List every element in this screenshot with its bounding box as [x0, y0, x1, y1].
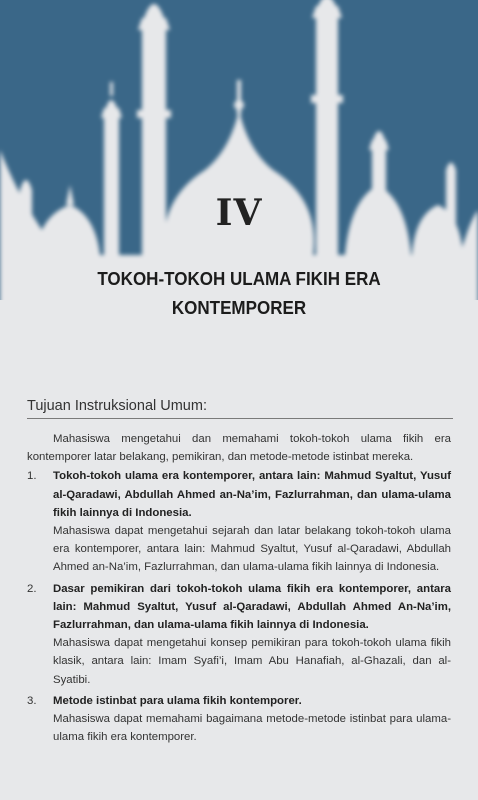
- mosque-silhouette-illustration: [0, 0, 478, 300]
- objective-item: [27, 467, 451, 576]
- objective-description: Mahasiswa dapat mengetahui sejarah dan latar belakang tokoh-tokoh ulama era kontemporer, antara lain: Mahmud Syaltut, Yusuf al-Qaradawi, Abdullah Ahmed an-Na’im, Fazlurrahman, dan ulama-ulama fikih lainnya di Indonesia.: [53, 525, 451, 574]
- objective-item: [27, 692, 451, 747]
- chapter-banner: [0, 0, 478, 300]
- objective-item: [27, 580, 451, 689]
- objectives-content: [27, 430, 451, 749]
- objective-title: Dasar pemikiran dari tokoh-tokoh ulama fikih era kontemporer, antara lain: Mahmud Syaltut, Yusuf al-Qaradawi, Abdullah Ahmed An-Na’im, Fazlurrahman, dan ulama-ulama fikih lainnya di Indonesia.: [53, 582, 451, 632]
- objective-description: Mahasiswa dapat mengetahui konsep pemikiran para tokoh-tokoh ulama fikih klasik, antara lain: Imam Syafi’i, Imam Abu Hanafiah, al-Ghazali, dan al-Syatibi.: [53, 637, 451, 686]
- chapter-title: TOKOH-TOKOH ULAMA FIKIH ERA KONTEMPORER: [97, 268, 381, 318]
- objective-description: Mahasiswa dapat memahami bagaimana metode-metode istinbat para ulama-ulama fikih era kontemporer.: [53, 713, 451, 744]
- objective-title: Metode istinbat para ulama fikih kontemporer.: [53, 694, 302, 707]
- objective-number: 3.: [27, 694, 37, 707]
- objective-number: 2.: [27, 582, 37, 595]
- section-heading: Tujuan Instruksional Umum:: [27, 398, 453, 419]
- objective-number: 1.: [27, 470, 37, 483]
- chapter-number: IV: [215, 192, 263, 234]
- objective-title: Tokoh-tokoh ulama era kontemporer, antara lain: Mahmud Syaltut, Yusuf al-Qaradawi, Abdullah Ahmed an-Na’im, Fazlurrahman, dan ulama-ulama fikih lainnya di Indonesia.: [53, 470, 451, 519]
- intro-paragraph: Mahasiswa mengetahui dan memahami tokoh-tokoh ulama fikih era kontemporer latar belakang, pemikiran, dan metode-metode istinbat mereka.: [27, 433, 451, 464]
